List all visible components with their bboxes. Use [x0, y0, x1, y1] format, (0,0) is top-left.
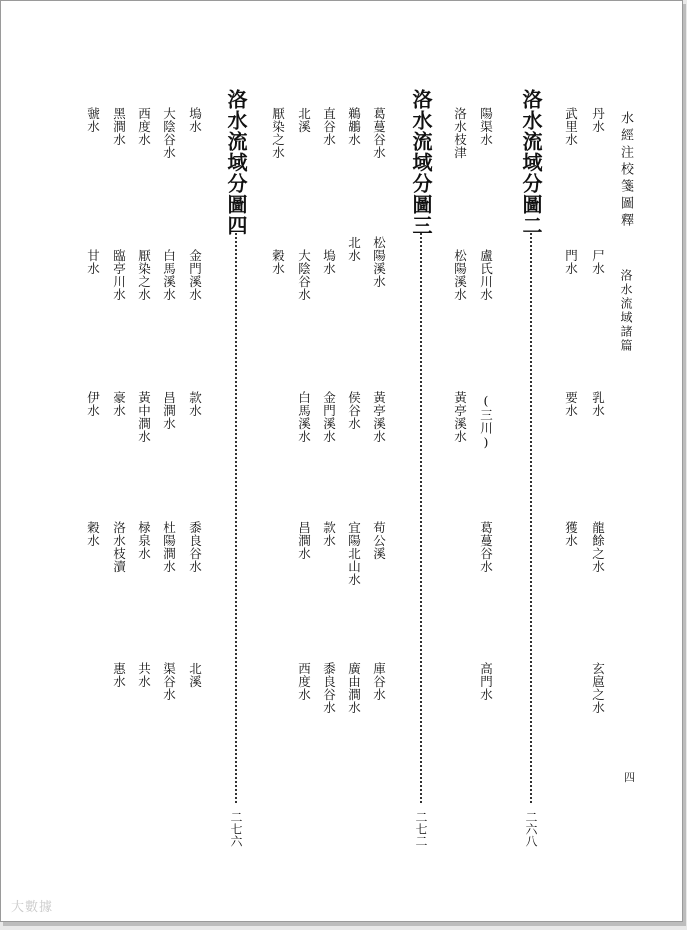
chapter-title: 洛水流域諸篇 [619, 269, 633, 353]
list-item: 門水 [563, 249, 579, 275]
list-item: 宜陽北山水 [346, 521, 362, 586]
list-item: 惠水 [111, 662, 127, 688]
list-item: 椂泉水 [136, 521, 152, 560]
list-item: 洛水枝津 [452, 107, 468, 159]
leader-dots [420, 233, 422, 803]
list-item: 尸水 [590, 249, 606, 275]
list-item: 盧氏川水 [478, 249, 494, 301]
list-item: 穀水 [85, 521, 101, 547]
list-item: (三川) [478, 393, 494, 450]
list-item: 西度水 [136, 107, 152, 146]
list-item: 武里水 [563, 107, 579, 146]
list-item: 穀水 [270, 249, 286, 275]
section-page-number: 二六八 [524, 811, 538, 847]
list-item: 荀公溪 [371, 521, 387, 560]
list-item: 庫谷水 [371, 662, 387, 701]
list-item: 白馬溪水 [296, 391, 312, 443]
list-item: 伊水 [85, 391, 101, 417]
list-item: 豪水 [111, 391, 127, 417]
list-item: 款水 [187, 391, 203, 417]
list-item: 北溪 [187, 662, 203, 688]
list-item: 廣由澗水 [346, 662, 362, 714]
leader-dots [530, 233, 532, 803]
leader-dots [235, 233, 237, 803]
list-item: 高門水 [478, 662, 494, 701]
list-item: 鵜鶘水 [346, 107, 362, 146]
list-item: 龍餘之水 [590, 521, 606, 573]
section-page-number: 二七六 [229, 811, 243, 847]
list-item: 黃中澗水 [136, 391, 152, 443]
list-item: 塢水 [321, 249, 337, 275]
list-item: 杜陽澗水 [161, 521, 177, 573]
list-item: 侯谷水 [346, 391, 362, 430]
list-item: 塢水 [187, 107, 203, 133]
list-item: 乳水 [590, 391, 606, 417]
list-item: 北溪 [296, 107, 312, 133]
list-item: 昌澗水 [296, 521, 312, 560]
list-item: 共水 [136, 662, 152, 688]
list-item: 黑澗水 [111, 107, 127, 146]
section-title: 洛水流域分圖四 [224, 89, 248, 236]
list-item: 洛水枝瀆 [111, 521, 127, 573]
list-item: 葛蔓谷水 [478, 521, 494, 573]
list-item: 金門溪水 [321, 391, 337, 443]
book-title: 水經注校箋圖釋 [618, 111, 633, 230]
list-item: 金門溪水 [187, 249, 203, 301]
list-item: 黍良谷水 [187, 521, 203, 573]
list-item: 丹水 [590, 107, 606, 133]
section-title: 洛水流域分圖二 [519, 89, 543, 236]
list-item: 獲水 [563, 521, 579, 547]
list-item: 黍良谷水 [321, 662, 337, 714]
list-item: 虢水 [85, 107, 101, 133]
list-item: 北水 [346, 236, 362, 262]
list-item: 松陽溪水 [452, 249, 468, 301]
list-item: 松陽溪水 [371, 236, 387, 288]
section-page-number: 二七二 [414, 811, 428, 847]
section-title: 洛水流域分圖三 [409, 89, 433, 236]
list-item: 昌澗水 [161, 391, 177, 430]
list-item: 渠谷水 [161, 662, 177, 701]
list-item: 葛蔓谷水 [371, 107, 387, 159]
list-item: 黃亭溪水 [371, 391, 387, 443]
list-item: 黃亭溪水 [452, 391, 468, 443]
list-item: 甘水 [85, 249, 101, 275]
list-item: 大陰谷水 [296, 249, 312, 301]
list-item: 大陰谷水 [161, 107, 177, 159]
list-item: 直谷水 [321, 107, 337, 146]
list-item: 玄扈之水 [590, 662, 606, 714]
list-item: 臨亭川水 [111, 249, 127, 301]
watermark-logo: 大數據 [11, 900, 54, 915]
list-item: 款水 [321, 521, 337, 547]
list-item: 白馬溪水 [161, 249, 177, 301]
list-item: 陽渠水 [478, 107, 494, 146]
page-number: 四 [624, 771, 635, 784]
list-item: 西度水 [296, 662, 312, 701]
list-item: 厭染之水 [270, 107, 286, 159]
list-item: 厭染之水 [136, 249, 152, 301]
list-item: 要水 [563, 391, 579, 417]
